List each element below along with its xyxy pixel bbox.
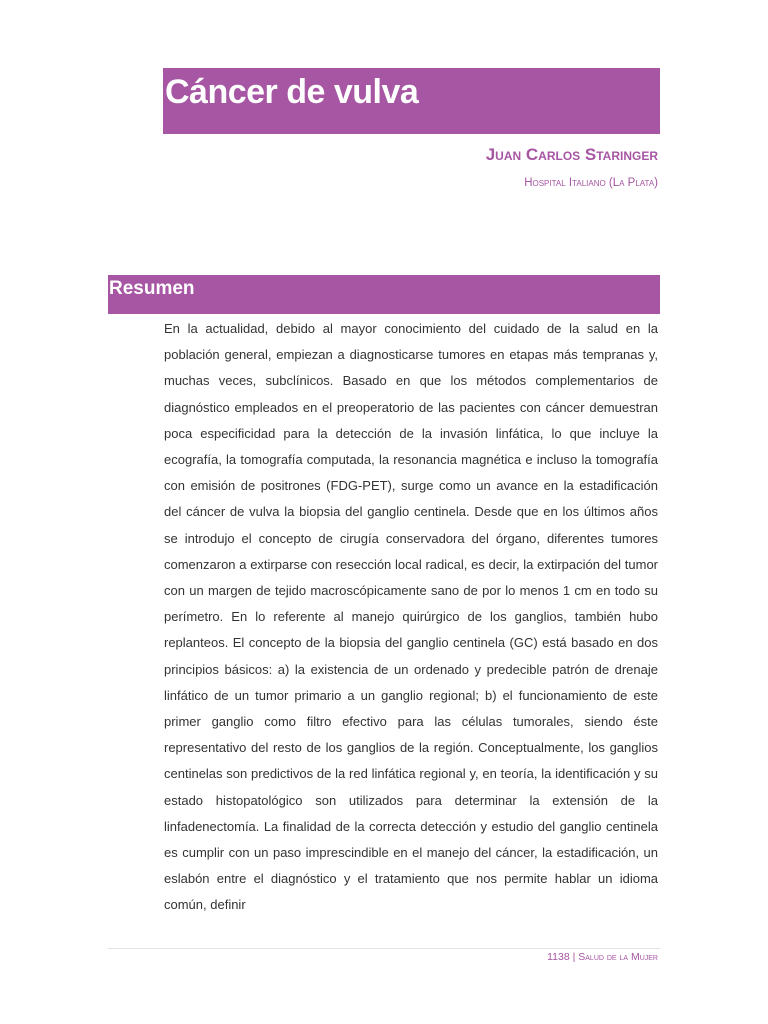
article-title: Cáncer de vulva bbox=[165, 73, 419, 111]
section-banner bbox=[108, 275, 660, 314]
page-number: 1138 bbox=[547, 951, 570, 963]
section-heading: Resumen bbox=[109, 278, 195, 299]
title-banner bbox=[163, 68, 660, 134]
author-name: Juan Carlos Staringer bbox=[485, 145, 658, 164]
footer-divider bbox=[108, 948, 660, 949]
book-title: Salud de la Mujer bbox=[578, 951, 658, 963]
footer-separator: | bbox=[569, 951, 579, 963]
abstract-paragraph: En la actualidad, debido al mayor conocimiento del cuidado de la salud en la población general, empiezan a diagnosticarse tumores en etapas más tempranas y, muchas veces, subclínicos. Basado en que los métodos complementarios de diagnóstico empleados en el preoperatorio de las pacientes con cáncer demuestran poca especificidad para la detección de la invasión linfática, lo que incluye la ecografía, la tomografía computada, la resonancia magnética e incluso la tomografía con emisión de positrones (FDG-PET), surge como un avance en la estadificación del cáncer de vulva la biopsia del ganglio centinela. Desde que en los últimos años se introdujo el concepto de cirugía conservadora del órgano, diferentes tumores comenzaron a extirparse con resección local radical, es decir, la extirpación del tumor con un margen de tejido macroscópicamente sano de por lo menos 1 cm en todo su perímetro. En lo referente al manejo quirúrgico de los ganglios, también hubo replanteos. El concepto de la biopsia del ganglio centinela (GC) está basado en dos principios básicos: a) la existencia de un ordenado y predecible patrón de drenaje linfático de un tumor primario a un ganglio regional; b) el funcionamiento de este primer ganglio como filtro efectivo para las células tumorales, siendo éste representativo del resto de los ganglios de la región. Conceptualmente, los ganglios centinelas son predictivos de la red linfática regional y, en teoría, la identificación y su estado histopatológico son utilizados para determinar la extensión de la linfadenectomía. La finalidad de la correcta detección y estudio del ganglio centinela es cumplir con un paso imprescindible en el manejo del cáncer, la estadificación, un eslabón entre el diagnóstico y el tratamiento que nos permite hablar un idioma común, definir bbox=[164, 321, 658, 913]
page-footer bbox=[547, 950, 658, 964]
author-affiliation: Hospital Italiano (La Plata) bbox=[524, 177, 658, 189]
